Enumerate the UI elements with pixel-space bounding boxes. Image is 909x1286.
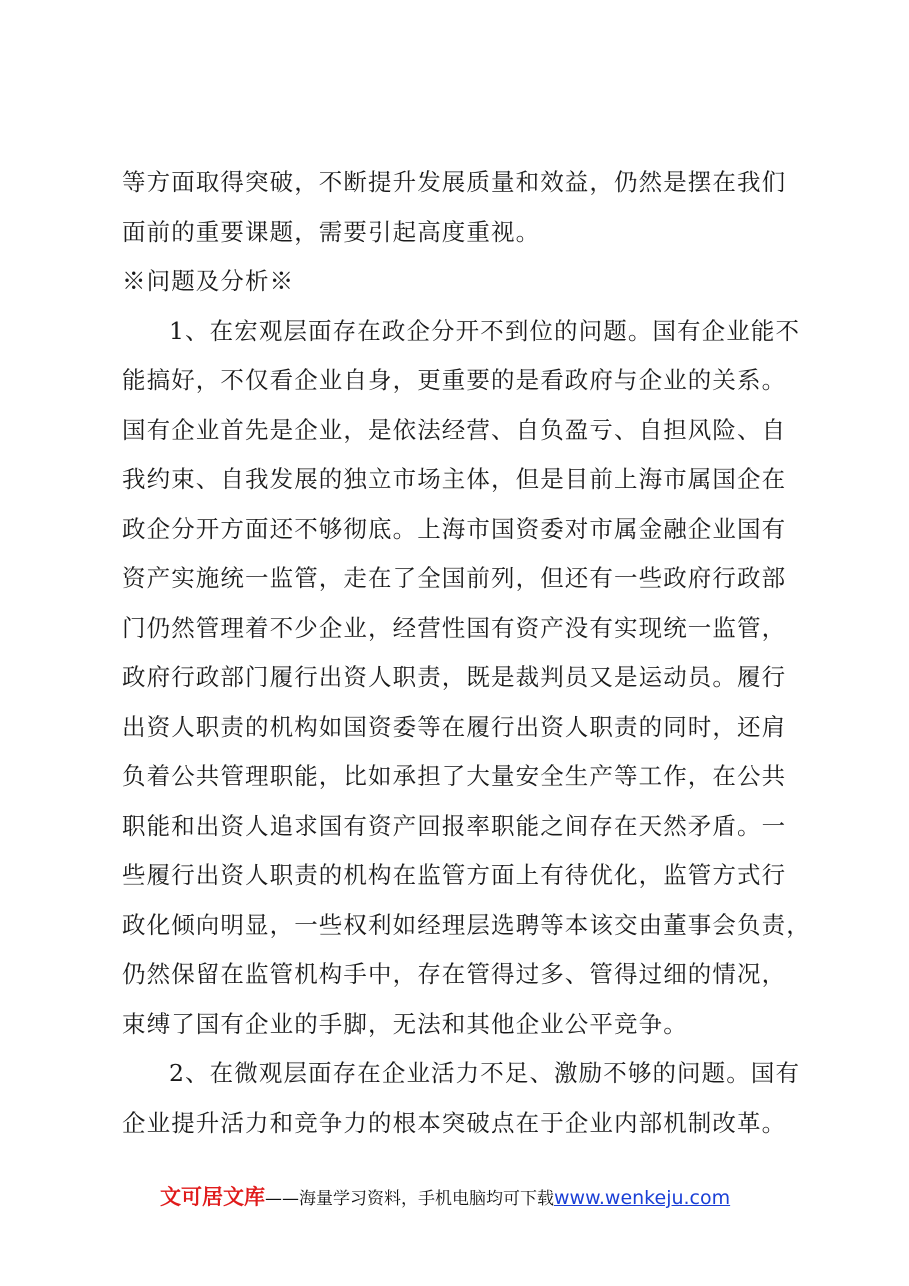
footer-website-link[interactable]: www.wenkeju.com [554,1187,731,1209]
footer-brand: 文可居文库 [160,1185,265,1209]
text-line: 国有企业首先是企业，是依法经营、自负盈亏、自担风险、自 [122,415,787,444]
text-line: 我约束、自我发展的独立市场主体，但是目前上海市属国企在 [122,465,787,493]
paragraph-2-first-line: 2、在微观层面存在企业活力不足、激励不够的问题。国有 [169,1059,801,1087]
text-line: 政府行政部门履行出资人职责，既是裁判员又是运动员。履行 [122,663,787,691]
text-line: 政企分开方面还不够彻底。上海市国资委对市属金融企业国有 [122,514,787,543]
text-line: 些履行出资人职责的机构在监管方面上有待优化，监管方式行 [122,861,787,889]
text-line: 政化倾向明显，一些权利如经理层选聘等本该交由董事会负责， [122,910,811,939]
paragraph-1-first-line: 1、在宏观层面存在政企分开不到位的问题。国有企业能不 [169,316,801,345]
text-line: 束缚了国有企业的手脚，无法和其他企业公平竞争。 [122,1009,688,1038]
text-line: 仍然保留在监管机构手中，存在管得过多、管得过细的情况， [122,960,787,988]
text-line: 出资人职责的机构如国资委等在履行出资人职责的同时，还肩 [122,712,787,741]
page-footer [160,1180,730,1214]
text-line: 门仍然管理着不少企业，经营性国有资产没有实现统一监管， [122,613,787,642]
document-body [122,158,812,1148]
text-line: 等方面取得突破，不断提升发展质量和效益，仍然是摆在我们 [122,168,787,196]
text-line: 面前的重要课题，需要引起高度重视。 [122,217,541,246]
text-line: 资产实施统一监管，走在了全国前列，但还有一些政府行政部 [122,564,787,592]
text-line: 能搞好，不仅看企业自身，更重要的是看政府与企业的关系。 [122,366,787,394]
text-line: 企业提升活力和竞争力的根本突破点在于企业内部机制改革。 [122,1108,787,1137]
text-line: 职能和出资人追求国有资产回报率职能之间存在天然矛盾。一 [122,811,787,840]
section-heading: ※问题及分析※ [122,267,295,295]
footer-tagline: ——海量学习资料，手机电脑均可下载 [265,1189,554,1209]
text-line: 负着公共管理职能，比如承担了大量安全生产等工作，在公共 [122,762,787,790]
